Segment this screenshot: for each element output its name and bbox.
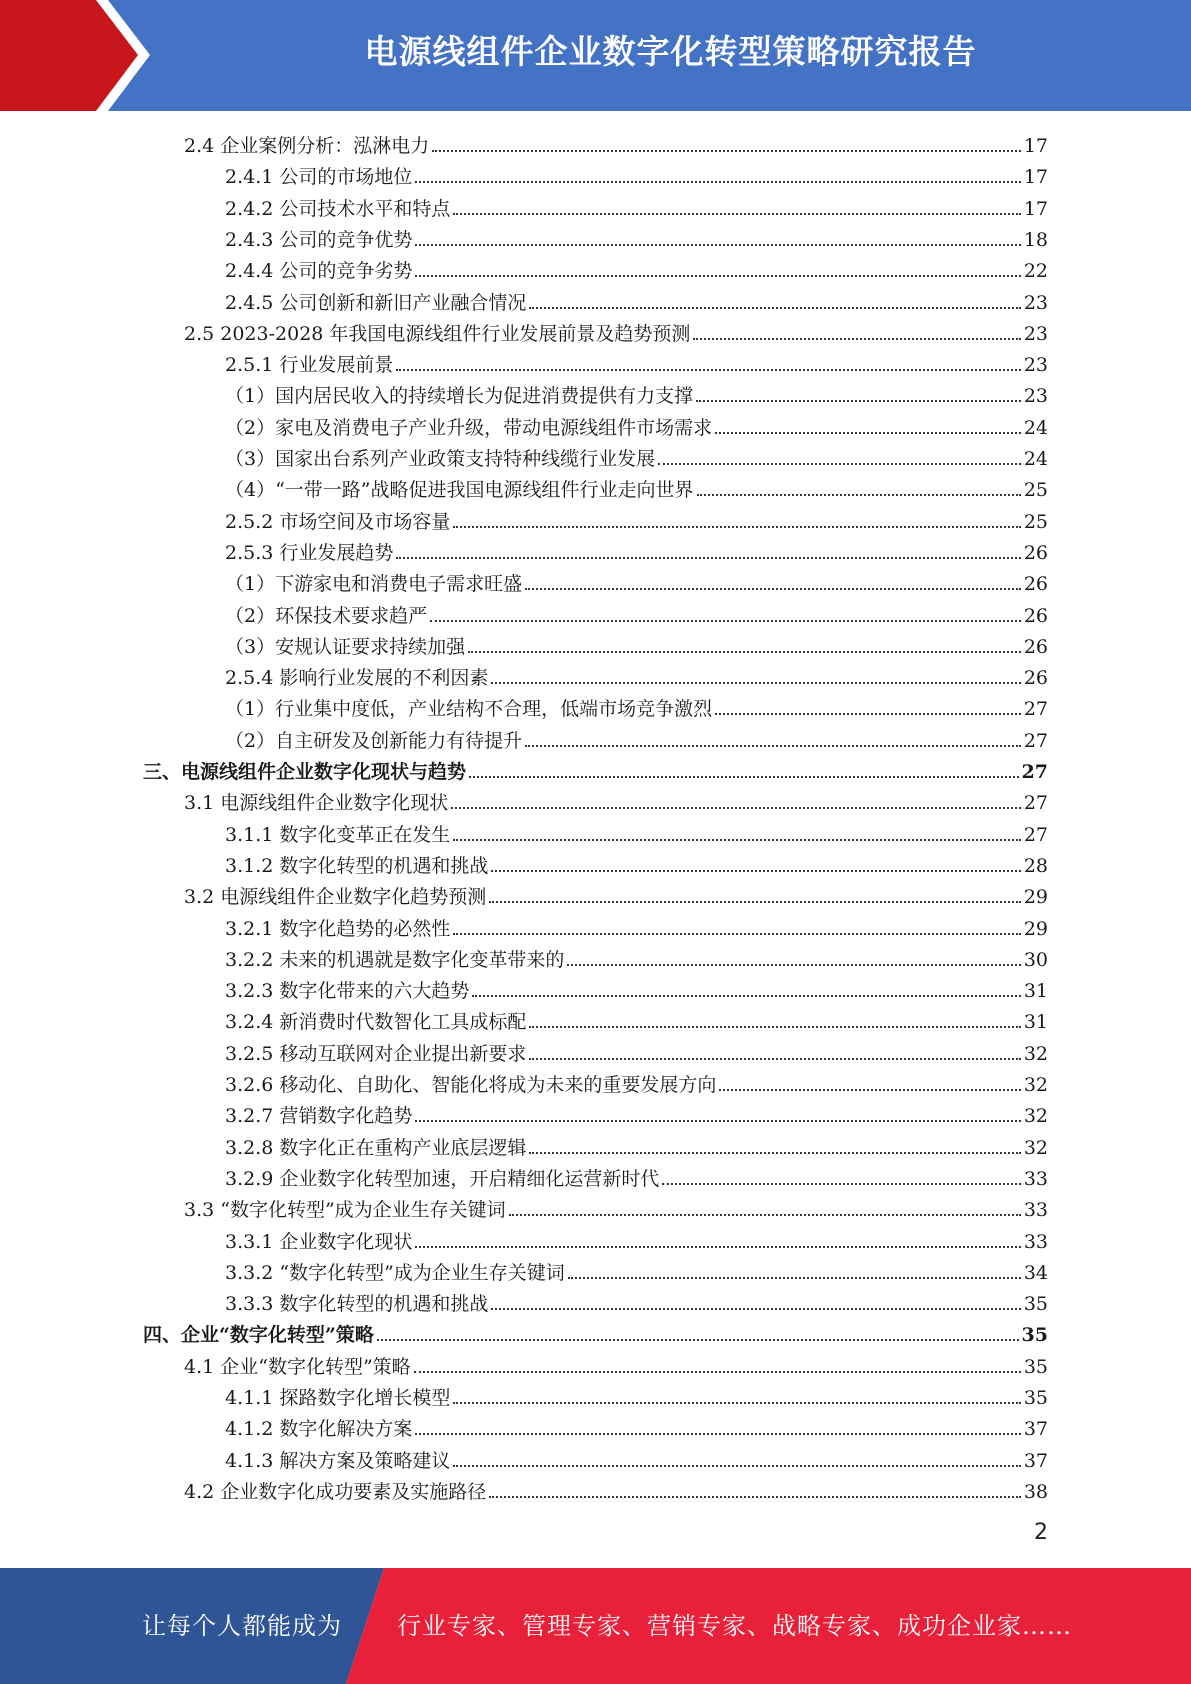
toc-dot-leader — [415, 1246, 1020, 1248]
toc-entry-page: 27 — [1021, 761, 1048, 783]
toc-dot-leader — [529, 1026, 1020, 1028]
toc-entry-title: 3.3.1 企业数字化现状 — [225, 1230, 413, 1253]
toc-entry-title: 3.3.3 数字化转型的机遇和挑战 — [225, 1293, 489, 1316]
toc-entry-title: 3.2.8 数字化正在重构产业底层逻辑 — [225, 1136, 527, 1159]
toc-entry-page: 25 — [1023, 510, 1048, 533]
toc-entry-title: 3.2.2 未来的机遇就是数字化变革带来的 — [225, 948, 565, 971]
toc-entry[interactable] — [225, 1254, 1048, 1285]
toc-dot-leader — [658, 463, 1021, 465]
toc-entry-page: 37 — [1023, 1418, 1048, 1441]
toc-entry-title: （1）国内居民收入的持续增长为促进消费提供有力支撑 — [225, 385, 694, 408]
toc-entry-page: 34 — [1023, 1261, 1048, 1284]
toc-entry[interactable] — [225, 565, 1048, 596]
toc-entry-title: 3.2.7 营销数字化趋势 — [225, 1105, 413, 1128]
toc-entry-title: 2.4 企业案例分析：泓淋电力 — [184, 135, 430, 157]
toc-entry-title: 四、企业“数字化转型”策略 — [143, 1324, 374, 1347]
toc-entry-title: 2.5 2023-2028 年我国电源线组件行业发展前景及趋势预测 — [184, 322, 691, 345]
toc-dot-leader — [529, 1152, 1020, 1154]
toc-dot-leader — [529, 307, 1020, 309]
toc-entry-page: 32 — [1023, 1074, 1048, 1096]
toc-entry[interactable] — [225, 847, 1048, 878]
toc-entry[interactable] — [225, 1285, 1048, 1316]
toc-dot-leader — [715, 713, 1021, 715]
toc-entry-page: 23 — [1023, 354, 1048, 377]
toc-dot-leader — [453, 1465, 1020, 1467]
toc-dot-leader — [468, 651, 1021, 653]
toc-entry[interactable] — [225, 534, 1048, 565]
toc-entry-title: 3.2 电源线组件企业数字化趋势预测 — [184, 886, 487, 909]
toc-entry[interactable] — [184, 784, 1048, 815]
toc-entry-title: 3.2.4 新消费时代数智化工具成标配 — [225, 1011, 527, 1034]
toc-entry[interactable] — [225, 1097, 1048, 1128]
toc-entry[interactable] — [225, 1066, 1048, 1097]
toc-entry-page: 33 — [1023, 1199, 1048, 1222]
toc-dot-leader — [430, 620, 1021, 622]
toc-entry-title: （2）环保技术要求趋严 — [225, 604, 428, 627]
toc-entry-page: 17 — [1023, 166, 1048, 189]
toc-entry-title: 三、电源线组件企业数字化现状与趋势 — [143, 761, 467, 783]
toc-dot-leader — [415, 181, 1020, 183]
toc-entry-page: 30 — [1023, 948, 1048, 971]
toc-entry-page: 37 — [1023, 1449, 1048, 1472]
report-title: 电源线组件企业数字化转型策略研究报告 — [364, 32, 977, 71]
toc-entry-title: （1）行业集中度低，产业结构不合理，低端市场竞争激烈 — [225, 698, 713, 721]
toc-entry[interactable] — [225, 471, 1048, 502]
toc-dot-leader — [567, 964, 1020, 966]
toc-dot-leader — [489, 901, 1021, 903]
toc-entry-title: （2）家电及消费电子产业升级，带动电源线组件市场需求 — [225, 416, 713, 439]
toc-entry[interactable] — [225, 1129, 1048, 1160]
toc-entry[interactable] — [225, 252, 1048, 283]
toc-entry[interactable] — [225, 941, 1048, 972]
toc-dot-leader — [432, 150, 1021, 152]
toc-entry[interactable] — [143, 753, 1048, 784]
toc-dot-leader — [525, 745, 1021, 747]
toc-entry[interactable] — [184, 878, 1048, 909]
toc-entry[interactable] — [225, 409, 1048, 440]
toc-dot-leader — [396, 369, 1020, 371]
toc-entry-title: 4.1 企业“数字化转型”策略 — [184, 1355, 411, 1378]
toc-dot-leader — [491, 870, 1020, 872]
toc-entry[interactable] — [184, 315, 1048, 346]
toc-entry-page: 38 — [1023, 1480, 1048, 1503]
toc-dot-leader — [696, 400, 1021, 402]
toc-entry-page: 18 — [1023, 228, 1048, 251]
toc-dot-leader — [415, 275, 1020, 277]
toc-entry-page: 23 — [1023, 385, 1048, 408]
toc-entry-title: （4）“一带一路”战略促进我国电源线组件行业走向世界 — [225, 479, 694, 502]
toc-dot-leader — [414, 1371, 1021, 1373]
toc-entry-title: 3.3.2 “数字化转型”成为企业生存关键词 — [225, 1261, 565, 1284]
toc-entry[interactable] — [225, 221, 1048, 252]
toc-entry-page: 35 — [1023, 1293, 1048, 1316]
toc-entry-title: 2.5.2 市场空间及市场容量 — [225, 510, 451, 533]
toc-dot-leader — [415, 244, 1020, 246]
toc-entry-title: 3.3 “数字化转型”成为企业生存关键词 — [184, 1199, 506, 1222]
toc-entry-page: 23 — [1023, 322, 1048, 345]
toc-entry[interactable] — [225, 377, 1048, 408]
toc-entry-page: 33 — [1023, 1167, 1048, 1190]
toc-entry[interactable] — [225, 190, 1048, 221]
toc-entry-page: 27 — [1023, 698, 1048, 721]
toc-entry-page: 32 — [1023, 1136, 1048, 1159]
toc-entry[interactable] — [225, 1035, 1048, 1066]
toc-entry-title: 2.4.2 公司技术水平和特点 — [225, 197, 451, 220]
toc-dot-leader — [472, 995, 1020, 997]
toc-entry-title: 3.2.5 移动互联网对企业提出新要求 — [225, 1042, 527, 1065]
toc-entry[interactable] — [225, 1379, 1048, 1410]
toc-dot-leader — [396, 557, 1020, 559]
toc-entry-page: 27 — [1023, 792, 1048, 815]
toc-entry-title: 4.1.1 探路数字化增长模型 — [225, 1387, 451, 1409]
toc-entry-title: 2.4.4 公司的竞争劣势 — [225, 260, 413, 283]
toc-entry-title: （3）安规认证要求持续加强 — [225, 635, 466, 658]
toc-entry-page: 26 — [1023, 635, 1048, 658]
toc-entry-page: 26 — [1023, 667, 1048, 690]
toc-dot-leader — [453, 213, 1020, 215]
toc-entry-page: 33 — [1023, 1230, 1048, 1253]
toc-entry-title: 4.2 企业数字化成功要素及实施路径 — [184, 1480, 487, 1503]
toc-entry-title: （2）自主研发及创新能力有待提升 — [225, 729, 523, 752]
toc-entry[interactable] — [225, 1160, 1048, 1191]
toc-entry-title: 2.4.5 公司创新和新旧产业融合情况 — [225, 291, 527, 314]
toc-entry-title: 2.5.1 行业发展前景 — [225, 354, 394, 377]
toc-dot-leader — [453, 839, 1020, 841]
toc-entry-title: （1）下游家电和消费电子需求旺盛 — [225, 573, 523, 596]
toc-entry[interactable] — [225, 1442, 1048, 1473]
toc-entry[interactable] — [143, 1316, 1048, 1347]
toc-entry[interactable] — [225, 628, 1048, 659]
toc-dot-leader — [568, 1277, 1021, 1279]
toc-entry-title: 2.5.3 行业发展趋势 — [225, 541, 394, 564]
toc-entry-title: 3.2.9 企业数字化转型加速，开启精细化运营新时代 — [225, 1167, 660, 1190]
toc-dot-leader — [453, 526, 1020, 528]
toc-entry-page: 29 — [1023, 917, 1048, 940]
toc-entry-page: 28 — [1023, 854, 1048, 877]
toc-entry[interactable] — [225, 346, 1048, 377]
toc-entry-title: 4.1.2 数字化解决方案 — [225, 1418, 413, 1441]
toc-entry[interactable] — [225, 816, 1048, 847]
toc-entry-page: 17 — [1023, 197, 1048, 220]
toc-dot-leader — [451, 807, 1021, 809]
toc-dot-leader — [719, 1089, 1020, 1091]
toc-entry-page: 32 — [1023, 1105, 1048, 1128]
toc-entry-page: 26 — [1023, 541, 1048, 564]
toc-entry-title: 3.1 电源线组件企业数字化现状 — [184, 792, 449, 815]
toc-entry-title: 2.5.4 影响行业发展的不利因素 — [225, 667, 489, 690]
toc-entry-page: 35 — [1021, 1324, 1048, 1347]
page-number: 2 — [1034, 1520, 1048, 1545]
toc-entry-page: 31 — [1023, 1011, 1048, 1034]
toc-entry-page: 31 — [1023, 980, 1048, 1003]
toc-entry-title: 3.2.6 移动化、自助化、智能化将成为未来的重要发展方向 — [225, 1074, 717, 1096]
toc-entry[interactable] — [225, 597, 1048, 628]
toc-entry[interactable] — [225, 284, 1048, 315]
toc-entry-page: 24 — [1023, 416, 1048, 439]
toc-entry-title: 3.2.3 数字化带来的六大趋势 — [225, 980, 470, 1003]
toc-entry[interactable] — [225, 1410, 1048, 1441]
toc-dot-leader — [529, 1058, 1020, 1060]
toc-entry[interactable] — [225, 659, 1048, 690]
toc-entry-page: 23 — [1023, 291, 1048, 314]
toc-entry[interactable] — [184, 1473, 1048, 1504]
toc-dot-leader — [491, 1308, 1020, 1310]
toc-dot-leader — [525, 588, 1021, 590]
toc-entry-page: 17 — [1023, 135, 1048, 157]
toc-entry[interactable] — [225, 910, 1048, 941]
page-footer — [0, 1568, 1191, 1684]
toc-entry-title: 2.4.3 公司的竞争优势 — [225, 228, 413, 251]
toc-entry-page: 25 — [1023, 479, 1048, 502]
toc-dot-leader — [509, 1214, 1021, 1216]
toc-entry[interactable] — [225, 503, 1048, 534]
toc-entry-page: 35 — [1023, 1387, 1048, 1409]
toc-dot-leader — [377, 1339, 1019, 1341]
toc-dot-leader — [415, 1120, 1020, 1122]
toc-dot-leader — [453, 933, 1020, 935]
toc-entry[interactable] — [184, 1191, 1048, 1222]
toc-dot-leader — [662, 1183, 1020, 1185]
toc-entry-title: 3.2.1 数字化趋势的必然性 — [225, 917, 451, 940]
toc-entry-page: 24 — [1023, 448, 1048, 470]
toc-entry-title: （3）国家出台系列产业政策支持特种线缆行业发展 — [225, 448, 656, 470]
toc-entry-page: 35 — [1023, 1355, 1048, 1378]
toc-entry-title: 3.1.2 数字化转型的机遇和挑战 — [225, 854, 489, 877]
toc-dot-leader — [697, 494, 1021, 496]
toc-dot-leader — [693, 338, 1020, 340]
toc-dot-leader — [491, 682, 1020, 684]
toc-entry-page: 26 — [1023, 573, 1048, 596]
toc-dot-leader — [453, 1402, 1020, 1404]
toc-entry[interactable] — [225, 972, 1048, 1003]
toc-entry-page: 32 — [1023, 1042, 1048, 1065]
toc-entry[interactable] — [225, 722, 1048, 753]
toc-dot-leader — [489, 1496, 1021, 1498]
toc-entry-title: 3.1.1 数字化变革正在发生 — [225, 823, 451, 846]
toc-entry[interactable] — [225, 158, 1048, 189]
toc-entry[interactable] — [184, 127, 1048, 158]
toc-entry[interactable] — [225, 1223, 1048, 1254]
toc-entry-page: 27 — [1023, 823, 1048, 846]
toc-entry-page: 27 — [1023, 729, 1048, 752]
toc-entry[interactable] — [225, 1003, 1048, 1034]
toc-entry-page: 29 — [1023, 886, 1048, 909]
toc-entry-page: 22 — [1023, 260, 1048, 283]
footer-slogan-left: 让每个人都能成为 — [142, 1612, 342, 1640]
toc-entry-page: 26 — [1023, 604, 1048, 627]
footer-slogan-right: 行业专家、管理专家、营销专家、战略专家、成功企业家…… — [397, 1612, 1072, 1640]
page-header — [0, 0, 1191, 111]
toc-entry-title: 2.4.1 公司的市场地位 — [225, 166, 413, 189]
toc-dot-leader — [415, 1433, 1020, 1435]
toc-dot-leader — [469, 776, 1019, 778]
toc-entry[interactable] — [225, 690, 1048, 721]
toc-entry[interactable] — [225, 440, 1048, 471]
toc-dot-leader — [715, 432, 1021, 434]
toc-entry[interactable] — [184, 1348, 1048, 1379]
toc-entry-title: 4.1.3 解决方案及策略建议 — [225, 1449, 451, 1472]
